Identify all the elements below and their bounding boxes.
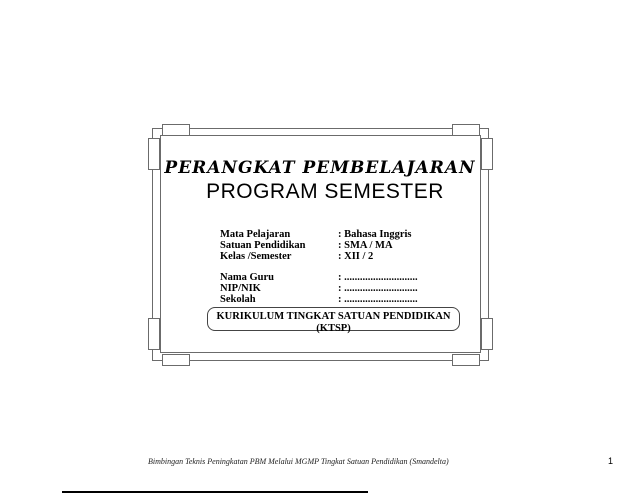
corner-ornament-top-left [162,124,190,136]
info-value: : XII / 2 [338,251,374,262]
info-row [220,283,418,294]
info-label: Kelas /Semester [220,251,292,262]
info-label: Sekolah [220,294,256,305]
info-label: Nama Guru [220,272,274,283]
page-number: 1 [608,456,614,466]
info-value: : ............................ [338,294,418,305]
corner-ornament-top-right [452,124,480,136]
document-title: PROGRAM SEMESTER [206,180,444,203]
info-row [220,229,418,240]
bottom-rule [62,491,368,493]
curriculum-banner-text [207,311,460,335]
info-row [220,272,418,283]
document-heading: PERANGKAT PEMBELAJARAN [164,158,476,178]
info-label: Satuan Pendidikan [220,240,306,251]
info-table [220,229,418,305]
info-label: NIP/NIK [220,283,261,294]
info-row [220,251,418,262]
curriculum-name: KURIKULUM TINGKAT SATUAN PENDIDIKAN [216,311,451,322]
info-value: : ............................ [338,272,418,283]
info-value: : ............................ [338,283,418,294]
side-ornament-right-bottom [481,318,493,350]
corner-ornament-bottom-right [452,354,480,366]
info-row [220,294,418,305]
side-ornament-left-bottom [148,318,160,350]
spacer-row [220,262,418,272]
info-value: : Bahasa Inggris [338,229,412,240]
curriculum-abbrev: (KTSP) [316,323,351,334]
info-value: : SMA / MA [338,240,393,251]
footer-caption: Bimbingan Teknis Peningkatan PBM Melalui MGMP Tingkat Satuan Pendidikan (Smandelta) [148,457,449,466]
corner-ornament-bottom-left [162,354,190,366]
info-label: Mata Pelajaran [220,229,291,240]
info-row [220,240,418,251]
